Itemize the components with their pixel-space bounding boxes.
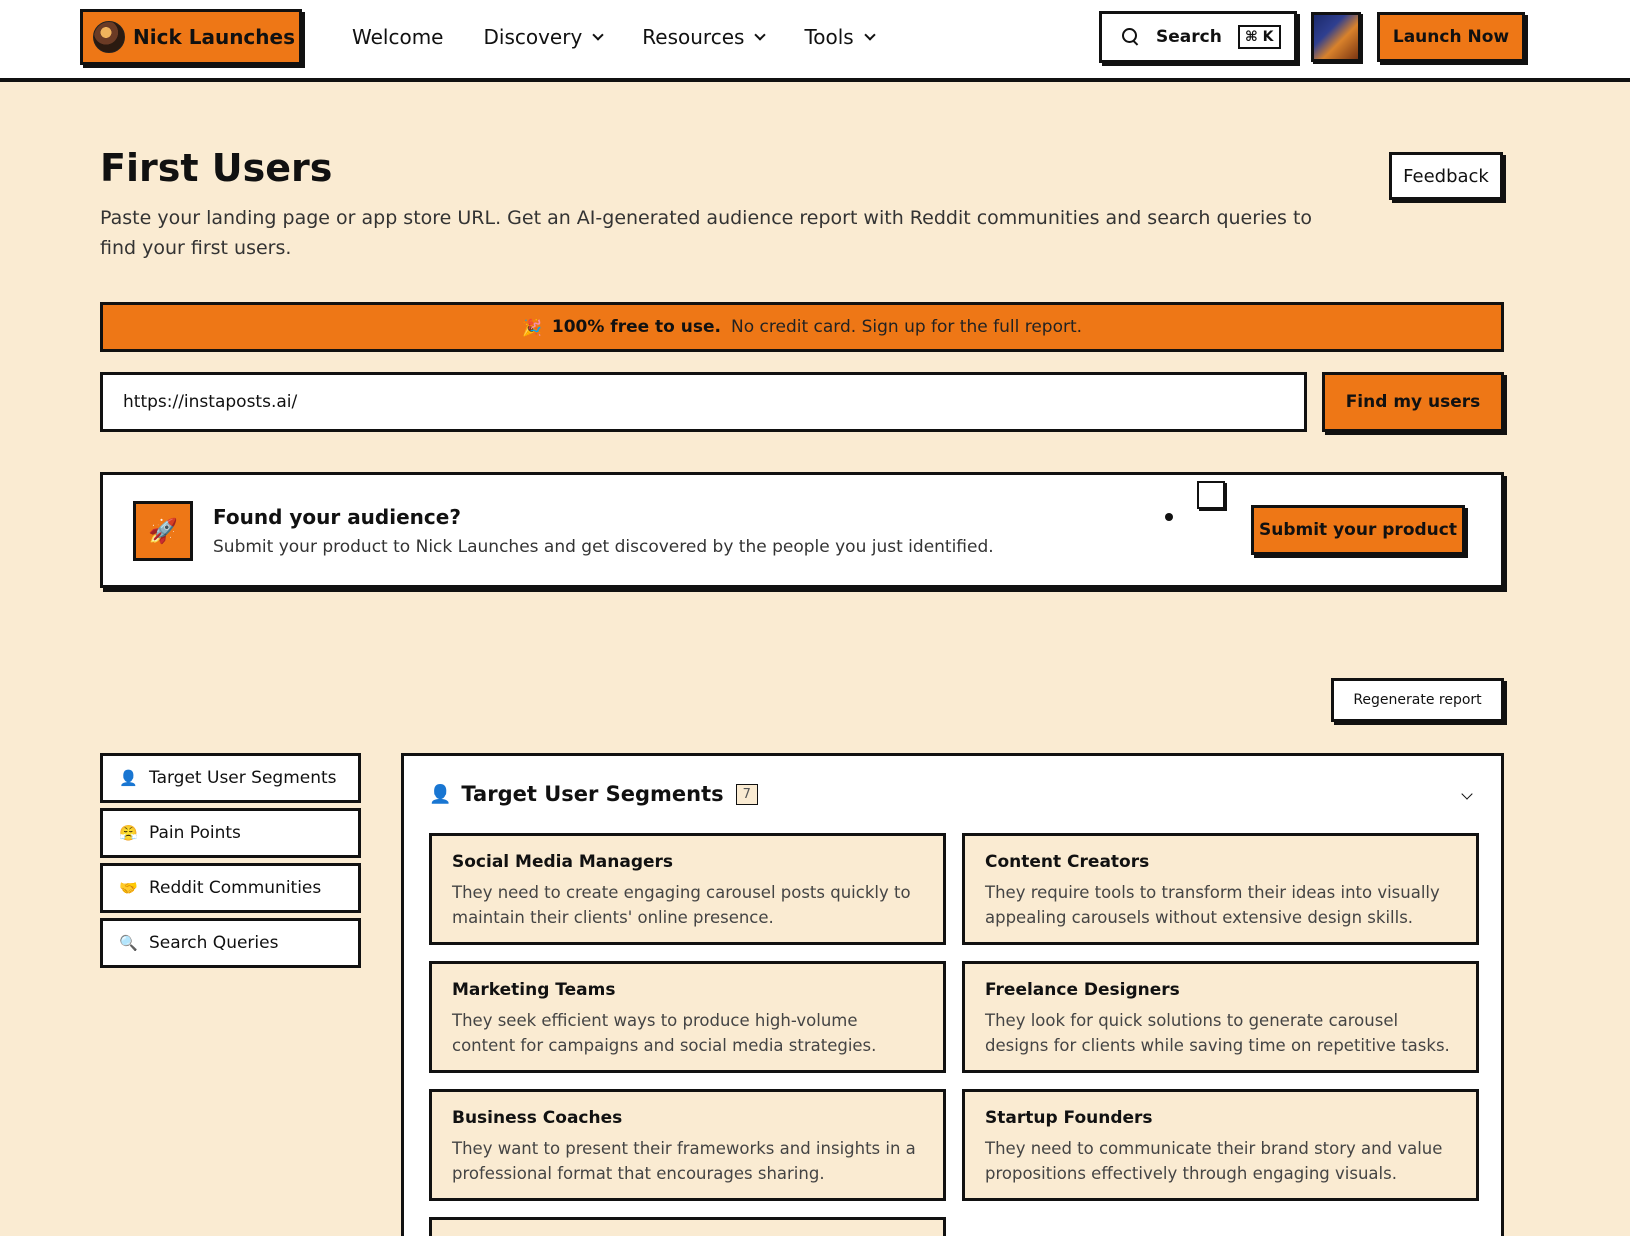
segment-description: They seek efficient ways to produce high-volume content for campaigns and social media strategies.: [452, 1011, 877, 1055]
logo-home-button[interactable]: [80, 9, 302, 65]
segment-card: [962, 1089, 1479, 1201]
regenerate-report-button[interactable]: Regenerate report: [1331, 678, 1504, 722]
nav-discovery-label: Discovery: [483, 25, 583, 49]
segment-description: They need to create engaging carousel posts quickly to maintain their clients' online presence.: [452, 883, 911, 927]
segment-title: Marketing Teams: [452, 980, 616, 1000]
sidebar-item-reddit-communities[interactable]: [100, 863, 361, 913]
url-input[interactable]: [100, 372, 1307, 432]
find-my-users-button[interactable]: Find my users: [1322, 372, 1504, 432]
segment-title: Content Creators: [985, 852, 1150, 872]
target-segments-panel: [401, 753, 1504, 1236]
user-icon: 👤: [119, 769, 138, 787]
user-icon: 👤: [429, 783, 452, 805]
segment-count-badge: 7: [736, 784, 758, 805]
nav-discovery[interactable]: [483, 22, 602, 52]
nav-resources-label: Resources: [642, 25, 745, 49]
segment-card: [429, 961, 946, 1073]
sidebar-item-label: Pain Points: [149, 823, 241, 843]
chevron-down-icon[interactable]: [1461, 788, 1472, 799]
sidebar-item-label: Target User Segments: [149, 768, 337, 788]
found-audience-card: [100, 472, 1504, 588]
found-audience-description: Submit your product to Nick Launches and get discovered by the people you just identified.: [213, 537, 994, 557]
empty-checkbox[interactable]: [1197, 481, 1225, 509]
chevron-down-icon: [593, 29, 604, 40]
segment-description: They look for quick solutions to generate carousel designs for clients while saving time on repetitive tasks.: [985, 1011, 1450, 1055]
segment-card: [962, 961, 1479, 1073]
nav-welcome-label: Welcome: [352, 25, 444, 49]
segment-description: They need to communicate their brand story and value propositions effectively through engaging visuals.: [985, 1139, 1443, 1183]
sidebar-item-pain-points[interactable]: [100, 808, 361, 858]
magnifier-icon: 🔍: [119, 934, 138, 952]
main-nav: [352, 22, 914, 52]
segment-description: They require tools to transform their ideas into visually appealing carousels without extensive design skills.: [985, 883, 1440, 927]
segment-card: [429, 1217, 946, 1236]
dot-decoration: [1165, 513, 1173, 521]
submit-product-button[interactable]: Submit your product: [1251, 505, 1465, 555]
frustrated-face-icon: 😤: [119, 824, 138, 842]
segment-description: They want to present their frameworks and insights in a professional format that encourages sharing.: [452, 1139, 916, 1183]
banner-strong-text: 100% free to use.: [551, 317, 721, 337]
sidebar-item-label: Reddit Communities: [149, 878, 322, 898]
party-popper-icon: 🎉: [521, 317, 542, 337]
report-sidebar: [100, 753, 361, 973]
segment-title: Business Coaches: [452, 1108, 623, 1128]
nav-tools-label: Tools: [804, 25, 854, 49]
segment-card: [962, 833, 1479, 945]
segment-card: [429, 1089, 946, 1201]
search-shortcut-badge: ⌘ K: [1238, 25, 1281, 49]
sidebar-item-search-queries[interactable]: [100, 918, 361, 968]
logo-avatar-icon: [93, 21, 125, 53]
user-avatar[interactable]: [1311, 12, 1361, 62]
handshake-icon: 🤝: [119, 879, 138, 897]
nav-resources[interactable]: [642, 22, 764, 52]
segment-title: Social Media Managers: [452, 852, 674, 872]
segment-card: [429, 833, 946, 945]
search-icon: [1122, 28, 1140, 46]
free-banner: [100, 302, 1504, 352]
panel-title: Target User Segments: [461, 782, 724, 806]
panel-header: [429, 782, 758, 806]
search-button[interactable]: [1099, 11, 1297, 63]
chevron-down-icon: [864, 29, 875, 40]
banner-text: No credit card. Sign up for the full report.: [731, 317, 1083, 337]
sidebar-item-target-user-segments[interactable]: [100, 753, 361, 803]
rocket-icon: [133, 501, 193, 561]
feedback-button[interactable]: Feedback: [1389, 152, 1503, 200]
launch-now-button[interactable]: Launch Now: [1377, 12, 1525, 62]
page-title: First Users: [100, 146, 333, 190]
found-audience-title: Found your audience?: [213, 505, 461, 529]
search-label: Search: [1156, 27, 1222, 47]
segment-grid: [429, 833, 1479, 1236]
segment-title: Startup Founders: [985, 1108, 1153, 1128]
nav-tools[interactable]: [804, 22, 873, 52]
top-navbar: [0, 0, 1630, 82]
segment-title: Freelance Designers: [985, 980, 1180, 1000]
logo-text: Nick Launches: [133, 25, 295, 49]
nav-welcome[interactable]: [352, 22, 443, 52]
chevron-down-icon: [755, 29, 766, 40]
page-subtitle: Paste your landing page or app store URL. Get an AI-generated audience report with Reddit communities and search queries to find your first users.: [100, 207, 1313, 259]
rocket-glyph: 🚀: [148, 517, 178, 545]
sidebar-item-label: Search Queries: [149, 933, 279, 953]
